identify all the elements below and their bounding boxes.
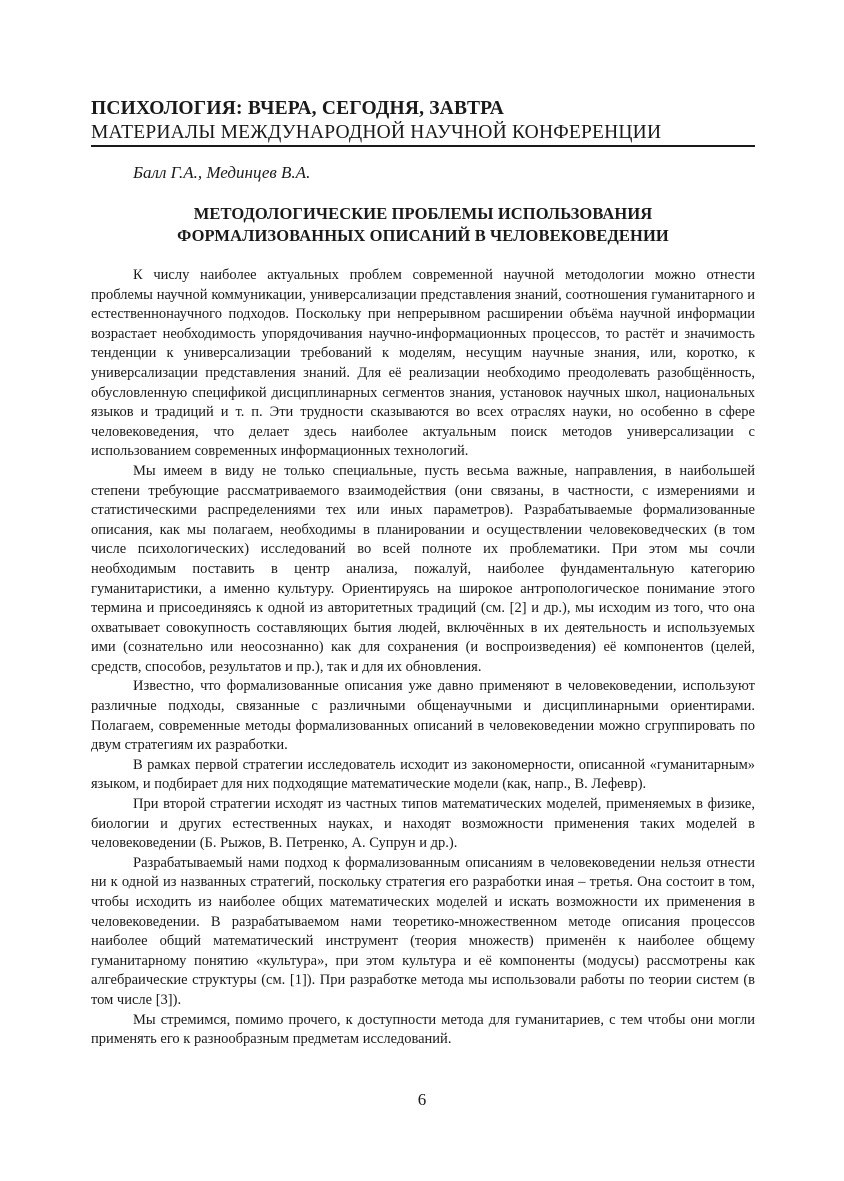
paragraph-4: В рамках первой стратегии исследователь исходит из закономерности, описанной «гуманитарным» языком, и подбирает для них подходящие математические модели (как, напр., В. Лефевр).	[91, 756, 755, 793]
article-title-line-1: МЕТОДОЛОГИЧЕСКИЕ ПРОБЛЕМЫ ИСПОЛЬЗОВАНИЯ	[193, 204, 653, 223]
header-rule	[91, 145, 755, 147]
article-title-line-2: ФОРМАЛИЗОВАННЫХ ОПИСАНИЙ В ЧЕЛОВЕКОВЕДЕНИИ	[177, 226, 669, 245]
page-number: 6	[417, 1090, 427, 1109]
paragraph-5: При второй стратегии исходят из частных типов математических моделей, применяемых в физике, биологии и других естественных науках, и находят возможности применения таких моделей в человековедении (Б. Рыжов, В. Петренко, А. Супрун и др.).	[91, 796, 755, 852]
paragraph-1: К числу наиболее актуальных проблем современной научной методологии можно отнести проблемы научной коммуникации, универсализации представления знаний, соотношения гуманитарного и естественнонаучного подходов. Поскольку при непрерывном расширении объёма научной информации возрастает необходимость упорядочивания научно-информационных процессов, то растёт и значимость тенденции к универсализации требований к моделям, несущим научные знания, или, коротко, к универсализации представления знаний. Для её реализации необходимо преодолевать разобщённость, обусловленную спецификой дисциплинарных сегментов знания, установок научных школ, национальных языков и традиций и т. п. Эти трудности сказываются во всех отраслях науки, но особенно в сфере человековедения, что делает здесь наиболее актуальным поиск методов универсализации с использованием современных информационных технологий.	[91, 267, 755, 460]
header-title: ПСИХОЛОГИЯ: ВЧЕРА, СЕГОДНЯ, ЗАВТРА	[91, 98, 505, 119]
paragraph-7: Мы стремимся, помимо прочего, к доступности метода для гуманитариев, с тем чтобы они могли применять его к разнообразным предметам исследований.	[91, 1011, 755, 1048]
header-subtitle: МАТЕРИАЛЫ МЕЖДУНАРОДНОЙ НАУЧНОЙ КОНФЕРЕНЦИИ	[91, 122, 662, 143]
paragraph-3: Известно, что формализованные описания уже давно применяют в человековедении, используют различные подходы, связанные с различными общенаучными и дисциплинарными ориентирами. Полагаем, современные методы формализованных описаний в человековедении можно сгруппировать по двум стратегиям их разработки.	[91, 678, 755, 754]
running-header	[91, 97, 755, 145]
paragraph-2: Мы имеем в виду не только специальные, пусть весьма важные, направления, в наибольшей степени требующие рассматриваемого взаимодействия (они связаны, в частности, с измерениями и статистическими распределениями тех или иных параметров). Разрабатываемые формализованные описания, как мы полагаем, необходимы в планировании и осуществлении человековедческих (в том числе психологических) исследований во всей полноте их проблематики. При этом мы сочли необходимым поставить в центр анализа, пожалуй, наиболее фундаментальную категорию гуманитаристики, а именно культуру. Ориентируясь на широкое антропологическое понимание этого термина и присоединяясь к одной из авторитетных традиций (см. [2] и др.), мы исходим из того, что она охватывает совокупность составляющих бытия людей, включённых в их деятельность и используемых ими (сознательно или неосознанно) как для сохранения (и воспроизведения) её компонентов (целей, средств, способов, результатов и пр.), так и для их обновления.	[91, 462, 755, 675]
paragraph-6: Разрабатываемый нами подход к формализованным описаниям в человековедении нельзя отнести ни к одной из названных стратегий, поскольку стратегия его разработки иная – третья. Она состоит в том, чтобы исходить из наиболее общих математических моделей и искать возможности их применения в человековедении. В разрабатываемом нами теоретико-множественном методе описания процессов наиболее общий математический инструмент (теория множеств) применён к наиболее общему гуманитарному понятию «культура», при этом культура и её компоненты (модусы) рассмотрены как алгебраические структуры (см. [1]). При разработке метода мы использовали работы по теории систем (в том числе [3]).	[91, 854, 755, 1008]
article-authors: Балл Г.А., Мединцев В.А.	[133, 163, 311, 182]
article-body	[91, 266, 755, 1050]
article-title	[91, 203, 755, 247]
